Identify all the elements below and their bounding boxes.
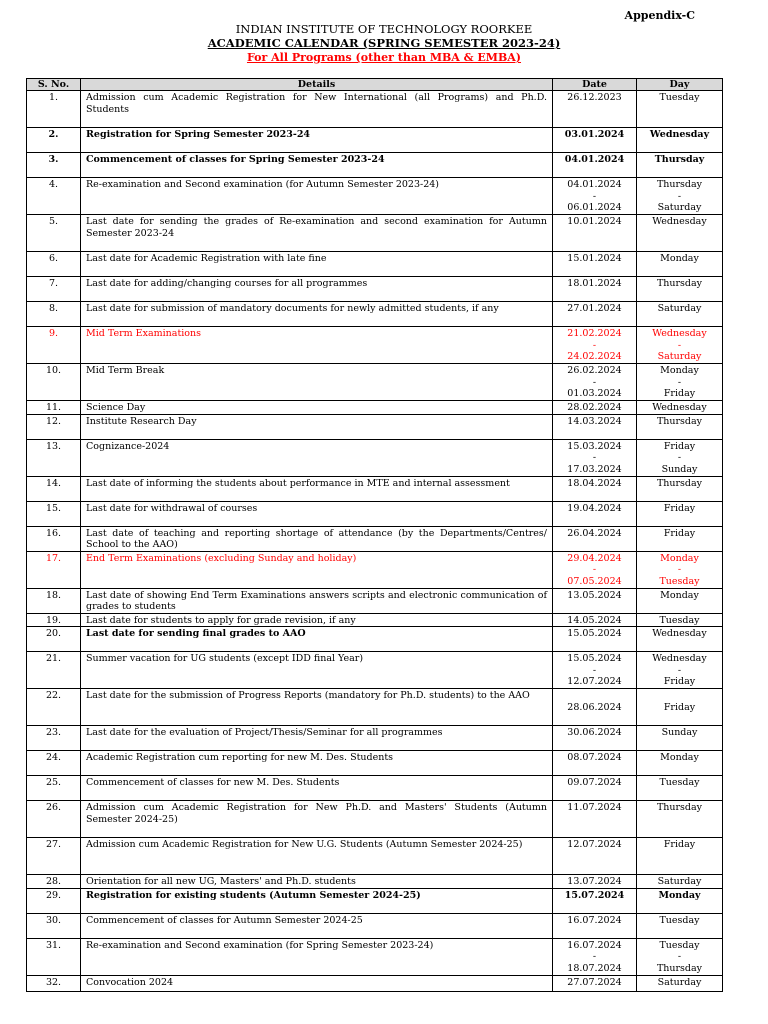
row-sno: 9. [27, 327, 81, 364]
row-day: Thursday [637, 414, 723, 439]
row-date: 26.04.2024 [553, 526, 637, 551]
row-details: Academic Registration cum reporting for new M. Des. Students [81, 751, 553, 776]
row-details: Mid Term Break [81, 364, 553, 401]
row-details: Last date for adding/changing courses for all programmes [81, 277, 553, 302]
row-date: 11.07.2024 [553, 801, 637, 838]
row-sno: 22. [27, 689, 81, 726]
row-sno: 31. [27, 938, 81, 975]
row-day: Friday - Sunday [637, 439, 723, 476]
row-date: 15.05.2024 [553, 627, 637, 652]
row-date: 27.01.2024 [553, 302, 637, 327]
row-details: Last date for submission of mandatory documents for newly admitted students, if any [81, 302, 553, 327]
row-sno: 17. [27, 551, 81, 588]
row-date: 16.07.2024 [553, 913, 637, 938]
row-sno: 21. [27, 652, 81, 689]
row-details: Convocation 2024 [81, 975, 553, 991]
row-details: Admission cum Academic Registration for New International (all Programs) and Ph.D. Students [81, 91, 553, 128]
row-date: 16.07.2024 - 18.07.2024 [553, 938, 637, 975]
row-sno: 16. [27, 526, 81, 551]
row-date: 09.07.2024 [553, 776, 637, 801]
row-day: Saturday [637, 875, 723, 889]
row-details: Re-examination and Second examination (for Autumn Semester 2023-24) [81, 178, 553, 215]
row-date: 18.04.2024 [553, 476, 637, 501]
row-sno: 20. [27, 627, 81, 652]
row-sno: 15. [27, 501, 81, 526]
row-details: Last date for the submission of Progress Reports (mandatory for Ph.D. students) to the AAO [81, 689, 553, 726]
row-sno: 28. [27, 875, 81, 889]
row-details: Commencement of classes for Autumn Semester 2024-25 [81, 913, 553, 938]
row-sno: 1. [27, 91, 81, 128]
row-date: 30.06.2024 [553, 726, 637, 751]
row-date: 26.12.2023 [553, 91, 637, 128]
row-day: Tuesday [637, 613, 723, 627]
row-details: Last date of teaching and reporting shortage of attendance (by the Departments/Centres/ School to the AAO) [81, 526, 553, 551]
row-details: Science Day [81, 401, 553, 415]
row-details: Registration for existing students (Autumn Semester 2024-25) [81, 888, 553, 913]
table-row [27, 588, 723, 613]
row-details: Re-examination and Second examination (for Spring Semester 2023-24) [81, 938, 553, 975]
row-sno: 18. [27, 588, 81, 613]
row-sno: 27. [27, 838, 81, 875]
row-day: Wednesday - Friday [637, 652, 723, 689]
row-date: 29.04.2024 - 07.05.2024 [553, 551, 637, 588]
table-row [27, 613, 723, 627]
row-date: 15.03.2024 - 17.03.2024 [553, 439, 637, 476]
row-day: Monday [637, 751, 723, 776]
row-details: Last date for the evaluation of Project/Thesis/Seminar for all programmes [81, 726, 553, 751]
row-sno: 11. [27, 401, 81, 415]
row-details: Commencement of classes for new M. Des. Students [81, 776, 553, 801]
row-date: 15.01.2024 [553, 252, 637, 277]
row-day: Tuesday [637, 913, 723, 938]
row-sno: 23. [27, 726, 81, 751]
table-row [27, 838, 723, 875]
document-subtitle: For All Programs (other than MBA & EMBA) [246, 51, 522, 64]
row-sno: 29. [27, 888, 81, 913]
row-day: Monday - Tuesday [637, 551, 723, 588]
table-row [27, 801, 723, 838]
table-row [27, 875, 723, 889]
row-details: Admission cum Academic Registration for New U.G. Students (Autumn Semester 2024-25) [81, 838, 553, 875]
table-row [27, 327, 723, 364]
row-details: Last date for sending the grades of Re-examination and second examination for Autumn Semester 2023-24 [81, 215, 553, 252]
table-row [27, 215, 723, 252]
row-day: Wednesday - Saturday [637, 327, 723, 364]
row-day: Tuesday [637, 776, 723, 801]
table-row [27, 526, 723, 551]
row-details: Last date for sending final grades to AAO [81, 627, 553, 652]
row-sno: 3. [27, 153, 81, 178]
table-row [27, 364, 723, 401]
row-date: 13.07.2024 [553, 875, 637, 889]
row-day: Friday [637, 526, 723, 551]
appendix-label: Appendix-C [624, 9, 695, 22]
table-row [27, 751, 723, 776]
row-date: 14.03.2024 [553, 414, 637, 439]
row-details: Admission cum Academic Registration for New Ph.D. and Masters' Students (Autumn Semester 2024-25) [81, 801, 553, 838]
row-day: Wednesday [637, 128, 723, 153]
row-sno: 13. [27, 439, 81, 476]
row-details: End Term Examinations (excluding Sunday and holiday) [81, 551, 553, 588]
row-day: Thursday - Saturday [637, 178, 723, 215]
row-date: 21.02.2024 - 24.02.2024 [553, 327, 637, 364]
table-row [27, 938, 723, 975]
table-row [27, 776, 723, 801]
row-sno: 2. [27, 128, 81, 153]
table-row [27, 178, 723, 215]
row-date: 26.02.2024 - 01.03.2024 [553, 364, 637, 401]
row-details: Last date for students to apply for grade revision, if any [81, 613, 553, 627]
row-date: 13.05.2024 [553, 588, 637, 613]
table-row [27, 401, 723, 415]
row-date: 28.02.2024 [553, 401, 637, 415]
header-details: Details [81, 79, 553, 91]
row-date: 04.01.2024 [553, 153, 637, 178]
table-row [27, 913, 723, 938]
row-date: 27.07.2024 [553, 975, 637, 991]
row-sno: 6. [27, 252, 81, 277]
document-title: ACADEMIC CALENDAR (SPRING SEMESTER 2023-24) [207, 36, 561, 50]
row-date: 15.05.2024 - 12.07.2024 [553, 652, 637, 689]
table-row [27, 414, 723, 439]
row-sno: 12. [27, 414, 81, 439]
row-date: 15.07.2024 [553, 888, 637, 913]
row-sno: 26. [27, 801, 81, 838]
table-row [27, 91, 723, 128]
row-details: Last date of showing End Term Examinations answers scripts and electronic communication of grades to students [81, 588, 553, 613]
table-row [27, 302, 723, 327]
table-row [27, 888, 723, 913]
table-row [27, 975, 723, 991]
row-day: Monday [637, 252, 723, 277]
row-sno: 30. [27, 913, 81, 938]
row-details: Last date for Academic Registration with late fine [81, 252, 553, 277]
row-date: 03.01.2024 [553, 128, 637, 153]
row-day: Monday [637, 588, 723, 613]
row-day: Wednesday [637, 401, 723, 415]
row-details: Last date for withdrawal of courses [81, 501, 553, 526]
row-date: 12.07.2024 [553, 838, 637, 875]
row-sno: 5. [27, 215, 81, 252]
table-row [27, 439, 723, 476]
row-details: Commencement of classes for Spring Semester 2023-24 [81, 153, 553, 178]
row-day: Thursday [637, 476, 723, 501]
row-day: Saturday [637, 975, 723, 991]
row-sno: 4. [27, 178, 81, 215]
table-header-row [27, 79, 723, 91]
row-date: 08.07.2024 [553, 751, 637, 776]
table-row [27, 726, 723, 751]
row-day: Saturday [637, 302, 723, 327]
institute-name: INDIAN INSTITUTE OF TECHNOLOGY ROORKEE [235, 22, 533, 36]
table-row [27, 153, 723, 178]
row-details: Summer vacation for UG students (except IDD final Year) [81, 652, 553, 689]
row-day: Sunday [637, 726, 723, 751]
header-date: Date [553, 79, 637, 91]
row-day: Tuesday - Thursday [637, 938, 723, 975]
header-sno: S. No. [27, 79, 81, 91]
row-date: 10.01.2024 [553, 215, 637, 252]
table-row [27, 252, 723, 277]
row-sno: 19. [27, 613, 81, 627]
row-sno: 24. [27, 751, 81, 776]
row-sno: 25. [27, 776, 81, 801]
row-details: Registration for Spring Semester 2023-24 [81, 128, 553, 153]
row-details: Mid Term Examinations [81, 327, 553, 364]
table-row [27, 551, 723, 588]
row-sno: 14. [27, 476, 81, 501]
row-details: Orientation for all new UG, Masters' and Ph.D. students [81, 875, 553, 889]
row-details: Cognizance-2024 [81, 439, 553, 476]
row-day: Monday [637, 888, 723, 913]
row-date: 14.05.2024 [553, 613, 637, 627]
table-row [27, 277, 723, 302]
row-date: 18.01.2024 [553, 277, 637, 302]
row-date: 19.04.2024 [553, 501, 637, 526]
row-date: 04.01.2024 - 06.01.2024 [553, 178, 637, 215]
row-details: Institute Research Day [81, 414, 553, 439]
row-sno: 32. [27, 975, 81, 991]
row-day: Wednesday [637, 215, 723, 252]
row-day: Friday [637, 838, 723, 875]
row-day: Thursday [637, 801, 723, 838]
row-day: Friday [637, 689, 723, 726]
row-day: Thursday [637, 277, 723, 302]
header-day: Day [637, 79, 723, 91]
row-date: 28.06.2024 [553, 689, 637, 726]
row-sno: 10. [27, 364, 81, 401]
row-day: Monday - Friday [637, 364, 723, 401]
table-row [27, 501, 723, 526]
table-row [27, 128, 723, 153]
table-row [27, 652, 723, 689]
row-day: Wednesday [637, 627, 723, 652]
table-row [27, 689, 723, 726]
table-row [27, 627, 723, 652]
row-sno: 8. [27, 302, 81, 327]
row-day: Friday [637, 501, 723, 526]
row-sno: 7. [27, 277, 81, 302]
row-day: Tuesday [637, 91, 723, 128]
row-day: Thursday [637, 153, 723, 178]
table-row [27, 476, 723, 501]
row-details: Last date of informing the students about performance in MTE and internal assessment [81, 476, 553, 501]
calendar-table [26, 78, 723, 992]
